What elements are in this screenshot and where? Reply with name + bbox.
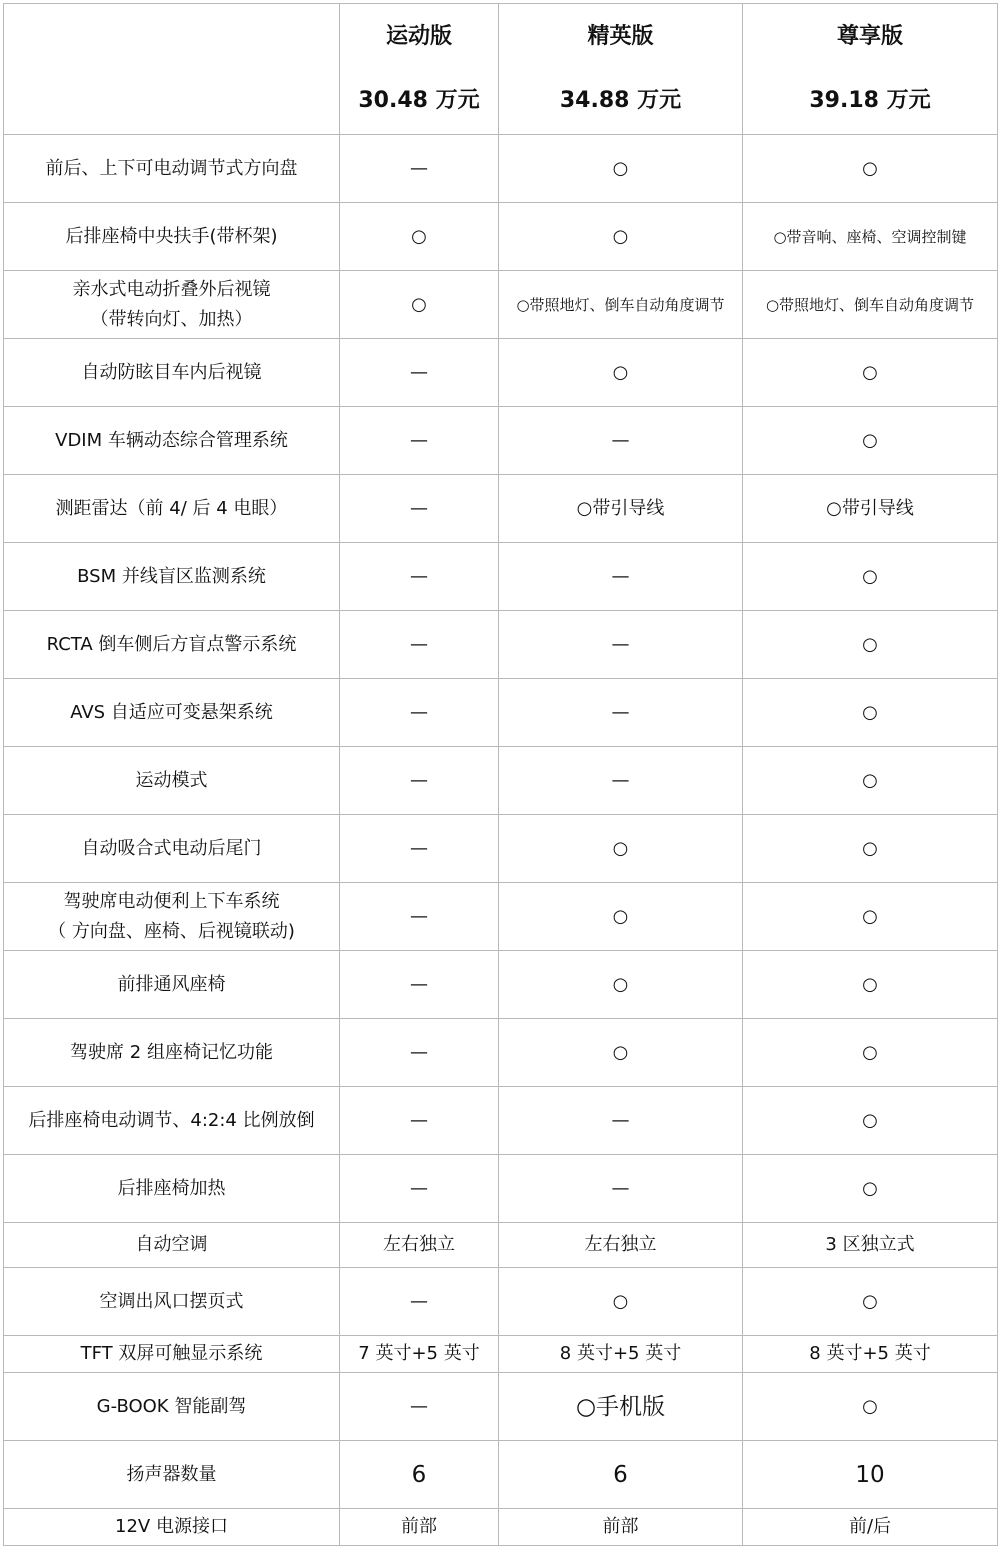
feature-label: 扬声器数量 xyxy=(126,1463,217,1485)
feature-label: 自动空调 xyxy=(135,1234,208,1255)
value-cell: — xyxy=(340,475,499,543)
value-cell: ○手机版 xyxy=(499,1373,743,1441)
feature-cell xyxy=(4,135,340,203)
value-cell: 10 xyxy=(743,1441,998,1509)
table-row xyxy=(4,951,998,1019)
value-cell: 前/后 xyxy=(743,1509,998,1546)
table-row xyxy=(4,1336,998,1373)
value-cell: ○ xyxy=(743,1155,998,1223)
value-cell: ○带引导线 xyxy=(743,475,998,543)
feature-cell xyxy=(4,815,340,883)
feature-label: 后排座椅电动调节、4:2:4 比例放倒 xyxy=(28,1109,315,1131)
feature-cell xyxy=(4,883,340,951)
table-row xyxy=(4,815,998,883)
feature-cell xyxy=(4,1223,340,1268)
value-cell: ○ xyxy=(499,815,743,883)
feature-label: 前后、上下可电动调节式方向盘 xyxy=(45,157,298,179)
value-cell: — xyxy=(340,747,499,815)
feature-cell xyxy=(4,611,340,679)
variant-header-elite xyxy=(499,4,743,135)
feature-label: 前排通风座椅 xyxy=(117,973,226,995)
feature-label: 测距雷达（前 4/ 后 4 电眼） xyxy=(55,497,288,519)
value-cell: ○ xyxy=(743,135,998,203)
value-cell: — xyxy=(340,815,499,883)
variant-header-sport xyxy=(340,4,499,135)
table-row xyxy=(4,1268,998,1336)
value-cell: 左右独立 xyxy=(499,1223,743,1268)
value-cell: — xyxy=(499,747,743,815)
feature-label: （带转向灯、加热） xyxy=(90,308,253,330)
value-cell: ○带音响、座椅、空调控制键 xyxy=(743,203,998,271)
value-cell: 6 xyxy=(340,1441,499,1509)
value-cell: — xyxy=(499,407,743,475)
value-cell: — xyxy=(340,135,499,203)
spec-table xyxy=(3,3,998,1546)
value-cell: ○带照地灯、倒车自动角度调节 xyxy=(743,271,998,339)
variant-name: 精英版 xyxy=(587,24,654,49)
value-cell: — xyxy=(340,407,499,475)
value-cell: ○ xyxy=(743,1087,998,1155)
value-cell: 8 英寸+5 英寸 xyxy=(743,1336,998,1373)
value-cell: ○ xyxy=(499,1268,743,1336)
feature-label: TFT 双屏可触显示系统 xyxy=(80,1343,263,1364)
table-row xyxy=(4,1509,998,1546)
value-cell: 7 英寸+5 英寸 xyxy=(340,1336,499,1373)
table-row xyxy=(4,407,998,475)
feature-label: AVS 自适应可变悬架系统 xyxy=(70,701,273,723)
feature-cell xyxy=(4,1019,340,1087)
table-row xyxy=(4,475,998,543)
value-cell: — xyxy=(340,611,499,679)
value-cell: ○ xyxy=(743,679,998,747)
table-row xyxy=(4,1087,998,1155)
feature-label: （ 方向盘、座椅、后视镜联动) xyxy=(48,920,295,942)
value-cell: 3 区独立式 xyxy=(743,1223,998,1268)
value-cell: ○带引导线 xyxy=(499,475,743,543)
header-row xyxy=(4,4,998,135)
feature-cell xyxy=(4,543,340,611)
value-cell: ○ xyxy=(499,135,743,203)
feature-cell xyxy=(4,271,340,339)
table-row xyxy=(4,543,998,611)
value-cell: ○ xyxy=(743,611,998,679)
value-cell: ○ xyxy=(743,883,998,951)
feature-cell xyxy=(4,339,340,407)
table-row xyxy=(4,679,998,747)
feature-label: VDIM 车辆动态综合管理系统 xyxy=(55,429,288,451)
value-cell: ○ xyxy=(743,747,998,815)
value-cell: — xyxy=(340,543,499,611)
value-cell: ○ xyxy=(743,815,998,883)
feature-label: RCTA 倒车侧后方盲点警示系统 xyxy=(46,633,297,655)
feature-cell xyxy=(4,1509,340,1546)
feature-cell xyxy=(4,679,340,747)
feature-label: G-BOOK 智能副驾 xyxy=(96,1395,247,1417)
value-cell: — xyxy=(340,1155,499,1223)
header-corner-cell xyxy=(4,4,340,135)
value-cell: — xyxy=(499,1155,743,1223)
feature-label: 后排座椅加热 xyxy=(117,1177,226,1199)
value-cell: — xyxy=(499,611,743,679)
feature-cell xyxy=(4,1268,340,1336)
variant-name: 运动版 xyxy=(385,24,452,49)
feature-cell xyxy=(4,475,340,543)
value-cell: ○ xyxy=(499,883,743,951)
feature-label: 驾驶席 2 组座椅记忆功能 xyxy=(70,1041,273,1063)
value-cell: ○ xyxy=(743,407,998,475)
value-cell: — xyxy=(340,1087,499,1155)
value-cell: — xyxy=(340,1019,499,1087)
feature-label: 后排座椅中央扶手(带杯架) xyxy=(65,225,278,247)
value-cell: ○ xyxy=(340,203,499,271)
value-cell: — xyxy=(340,1373,499,1441)
table-row xyxy=(4,135,998,203)
value-cell: ○ xyxy=(499,951,743,1019)
value-cell: — xyxy=(340,1268,499,1336)
table-row xyxy=(4,747,998,815)
value-cell: ○ xyxy=(340,271,499,339)
feature-cell xyxy=(4,1336,340,1373)
variant-price: 39.18 万元 xyxy=(809,88,931,113)
value-cell: — xyxy=(499,679,743,747)
value-cell: 前部 xyxy=(499,1509,743,1546)
feature-cell xyxy=(4,1441,340,1509)
value-cell: ○ xyxy=(743,339,998,407)
variant-header-premium xyxy=(743,4,998,135)
table-row xyxy=(4,1373,998,1441)
value-cell: ○ xyxy=(743,951,998,1019)
table-row xyxy=(4,1155,998,1223)
value-cell: 前部 xyxy=(340,1509,499,1546)
feature-label: 空调出风口摆页式 xyxy=(99,1290,244,1312)
table-row xyxy=(4,271,998,339)
value-cell: 8 英寸+5 英寸 xyxy=(499,1336,743,1373)
feature-label: 自动吸合式电动后尾门 xyxy=(81,837,262,859)
value-cell: 6 xyxy=(499,1441,743,1509)
value-cell: ○带照地灯、倒车自动角度调节 xyxy=(499,271,743,339)
value-cell: — xyxy=(340,883,499,951)
spec-table-body xyxy=(4,4,998,1546)
value-cell: — xyxy=(499,1087,743,1155)
value-cell: — xyxy=(499,543,743,611)
feature-cell xyxy=(4,203,340,271)
table-row xyxy=(4,203,998,271)
variant-price: 34.88 万元 xyxy=(559,88,682,113)
feature-cell xyxy=(4,1087,340,1155)
table-row xyxy=(4,1223,998,1268)
value-cell: 左右独立 xyxy=(340,1223,499,1268)
value-cell: — xyxy=(340,339,499,407)
feature-label: 驾驶席电动便利上下车系统 xyxy=(63,890,280,912)
value-cell: ○ xyxy=(499,203,743,271)
feature-label: 自动防眩目车内后视镜 xyxy=(81,361,262,383)
table-row xyxy=(4,1019,998,1087)
feature-cell xyxy=(4,407,340,475)
value-cell: ○ xyxy=(743,1019,998,1087)
table-row xyxy=(4,883,998,951)
value-cell: ○ xyxy=(743,543,998,611)
feature-cell xyxy=(4,951,340,1019)
variant-name: 尊享版 xyxy=(836,24,903,49)
feature-cell xyxy=(4,747,340,815)
table-row xyxy=(4,611,998,679)
value-cell: — xyxy=(340,679,499,747)
feature-label: 12V 电源接口 xyxy=(115,1516,228,1537)
table-row xyxy=(4,339,998,407)
value-cell: ○ xyxy=(499,339,743,407)
value-cell: ○ xyxy=(499,1019,743,1087)
feature-label: 运动模式 xyxy=(135,769,208,791)
value-cell: ○ xyxy=(743,1268,998,1336)
value-cell: — xyxy=(340,951,499,1019)
table-row xyxy=(4,1441,998,1509)
feature-cell xyxy=(4,1155,340,1223)
variant-price: 30.48 万元 xyxy=(358,88,480,113)
value-cell: ○ xyxy=(743,1373,998,1441)
feature-cell xyxy=(4,1373,340,1441)
feature-label: BSM 并线盲区监测系统 xyxy=(77,565,266,587)
feature-label: 亲水式电动折叠外后视镜 xyxy=(72,278,271,300)
